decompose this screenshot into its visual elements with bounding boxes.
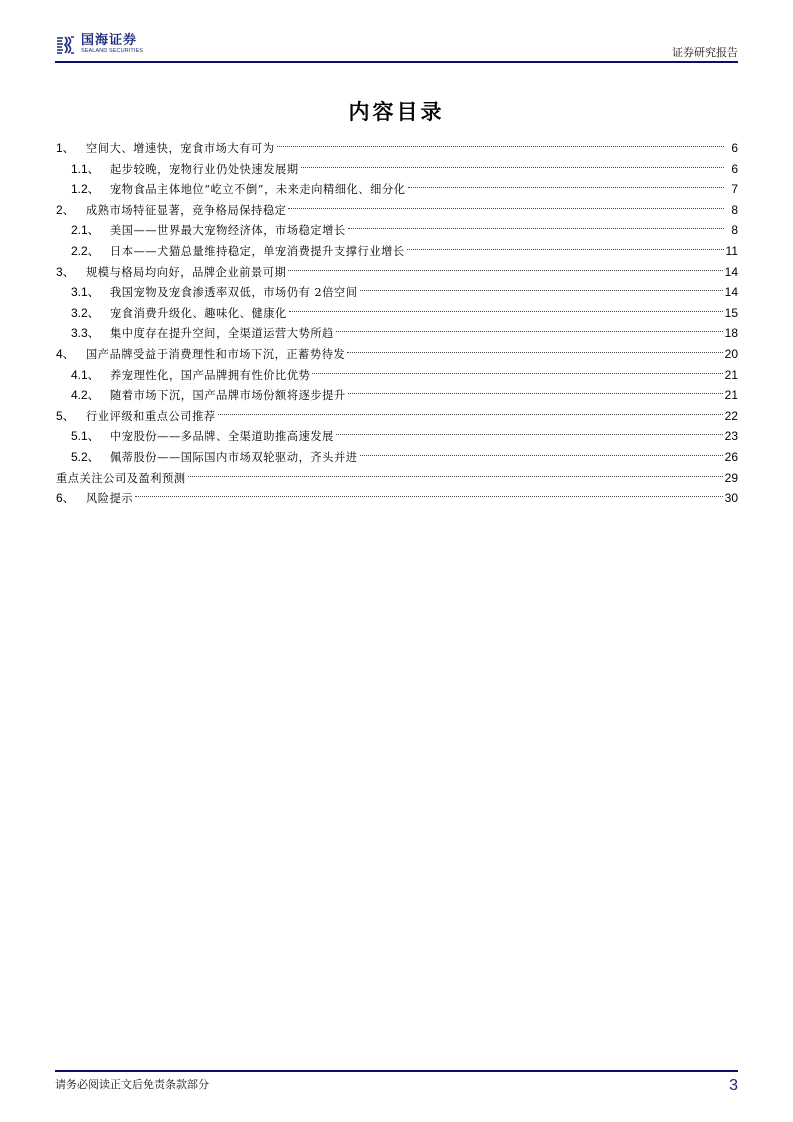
- dot-leader: [348, 379, 723, 399]
- page-footer: [55, 1070, 738, 1094]
- toc-entry-number: 6、: [56, 491, 75, 506]
- toc-entry-number: 2.1、: [71, 223, 100, 238]
- toc-entry-number: 1、: [56, 141, 75, 155]
- dot-leader: [188, 462, 723, 482]
- toc-entry-number: 5.2、: [71, 449, 100, 464]
- toc-entry-number: 4.2、: [71, 388, 100, 403]
- toc-entry-number: 2.2、: [71, 243, 100, 258]
- dot-leader: [407, 235, 724, 255]
- table-of-contents: [56, 132, 738, 506]
- dot-leader: [312, 359, 722, 379]
- toc-entry-number: 4.1、: [71, 367, 100, 382]
- toc-entry-page[interactable]: 6: [731, 161, 738, 176]
- toc-entry-page[interactable]: 20: [724, 346, 738, 361]
- toc-entry-number: 3、: [56, 264, 75, 279]
- toc-entry-title[interactable]: 养宠理性化，国产品牌拥有性价比优势: [110, 368, 311, 382]
- toc-entry-title[interactable]: 成熟市场特征显著，竞争格局保持稳定: [86, 203, 287, 217]
- toc-entry-page[interactable]: 14: [724, 285, 738, 300]
- page-title: 内容目录: [348, 100, 445, 124]
- toc-entry-number: 3.1、: [71, 285, 100, 300]
- toc-entry-title[interactable]: 宠食消费升级化、趣味化、健康化: [110, 306, 287, 320]
- toc-entry-title[interactable]: 中宠股份——多品牌、全渠道助推高速发展: [110, 430, 334, 444]
- toc-entry-number: 1.2、: [71, 182, 100, 197]
- toc-entry-title[interactable]: 美国——世界最大宠物经济体，市场稳定增长: [110, 224, 346, 238]
- toc-entry-title[interactable]: 集中度存在提升空间，全渠道运营大势所趋: [110, 327, 334, 341]
- toc-entry-page[interactable]: 22: [724, 408, 738, 423]
- dot-leader: [135, 482, 722, 502]
- toc-entry-page[interactable]: 6: [731, 141, 738, 155]
- logo-chinese-name: 国海证券: [81, 33, 138, 48]
- toc-entry-title[interactable]: 行业评级和重点公司推荐: [86, 409, 216, 423]
- dot-leader: [218, 400, 723, 420]
- toc-entry-title[interactable]: 风险提示: [86, 492, 134, 506]
- sealand-logo-icon: [55, 35, 75, 55]
- toc-entry-number: 2、: [56, 202, 75, 217]
- dot-leader: [360, 441, 723, 461]
- toc-entry[interactable]: [56, 482, 738, 506]
- toc-entry-number: 5、: [56, 408, 75, 423]
- toc-entry-page[interactable]: 21: [724, 367, 738, 382]
- dot-leader: [289, 297, 723, 317]
- toc-entry-page[interactable]: 14: [724, 264, 738, 279]
- toc-entry-page[interactable]: 11: [725, 243, 738, 258]
- toc-entry-number: 1.1、: [71, 161, 100, 176]
- company-logo: [55, 34, 143, 55]
- toc-entry-page[interactable]: 21: [724, 388, 738, 403]
- toc-entry-page[interactable]: 23: [724, 429, 738, 444]
- toc-entry-title[interactable]: 佩蒂股份——国际国内市场双轮驱动，齐头并进: [110, 450, 358, 464]
- dot-leader: [360, 276, 723, 296]
- dot-leader: [301, 153, 724, 173]
- toc-entry-title[interactable]: 国产品牌受益于消费理性和市场下沉，正蓄势待发: [86, 347, 346, 361]
- toc-entry-title[interactable]: 宠物食品主体地位“屹立不倒”，未来走向精细化、细分化: [110, 183, 406, 197]
- disclaimer-notice: 请务必阅读正文后免责条款部分: [55, 1078, 209, 1091]
- toc-entry-number: 5.1、: [71, 429, 100, 444]
- dot-leader: [336, 317, 723, 337]
- toc-entry-title[interactable]: 我国宠物及宠食渗透率双低，市场仍有 2倍空间: [110, 286, 358, 300]
- page-number: 3: [729, 1077, 738, 1094]
- toc-entry-page[interactable]: 15: [724, 305, 738, 320]
- toc-entry-title[interactable]: 规模与格局均向好，品牌企业前景可期: [86, 265, 287, 279]
- dot-leader: [277, 132, 724, 152]
- toc-entry-title[interactable]: 空间大、增速快，宠食市场大有可为: [86, 142, 275, 155]
- dot-leader: [288, 194, 724, 214]
- toc-entry-title[interactable]: 重点关注公司及盈利预测: [56, 471, 186, 485]
- toc-entry[interactable]: [56, 132, 738, 153]
- dot-leader: [336, 420, 723, 440]
- toc-entry-number: 4、: [56, 346, 75, 361]
- toc-entry-page[interactable]: 29: [724, 470, 738, 485]
- toc-entry-number: 3.3、: [71, 326, 100, 341]
- logo-english-name: SEALAND SECURITIES: [81, 48, 144, 54]
- dot-leader: [347, 338, 722, 358]
- toc-entry-title[interactable]: 起步较晚，宠物行业仍处快速发展期: [110, 162, 299, 176]
- toc-entry-title[interactable]: 随着市场下沉，国产品牌市场份额将逐步提升: [110, 389, 346, 403]
- toc-entry-page[interactable]: 7: [731, 182, 738, 197]
- dot-leader: [288, 256, 722, 276]
- page-header: [55, 34, 738, 63]
- toc-entry-title[interactable]: 日本——犬猫总量维持稳定，单宠消费提升支撑行业增长: [110, 244, 405, 258]
- document-type-label: 证券研究报告: [672, 46, 738, 59]
- dot-leader: [348, 214, 724, 234]
- toc-entry-page[interactable]: 18: [724, 326, 738, 341]
- toc-entry-page[interactable]: 26: [724, 449, 738, 464]
- toc-entry-page[interactable]: 8: [731, 202, 738, 217]
- toc-entry-number: 3.2、: [71, 305, 100, 320]
- toc-entry-page[interactable]: 30: [724, 491, 738, 506]
- dot-leader: [408, 173, 724, 193]
- toc-entry-page[interactable]: 8: [731, 223, 738, 238]
